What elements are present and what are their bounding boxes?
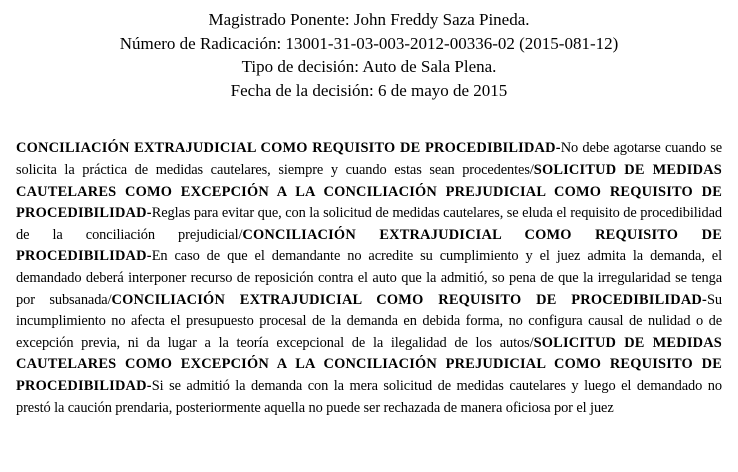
summary-heading-5: SOLICITUD DE MEDIDAS CAUTELARES COMO EXCEPCIÓN A LA CONCILIACIÓN PREJUDICIAL COMO REQUISITO DE PROCEDIBILIDAD- (16, 334, 723, 394)
tipo-decision-line: Tipo de decisión: Auto de Sala Plena. (241, 57, 497, 76)
radicacion-line: Número de Radicación: 13001-31-03-003-2012-00336-02 (2015-081-12) (119, 33, 619, 53)
summary-text-2: Reglas para evitar que, con la solicitud de medidas cautelares, se eluda el requisito de procedibilidad de la conciliación prejudicial/ (16, 205, 722, 243)
summary-heading-3: CONCILIACIÓN EXTRAJUDICIAL COMO REQUISITO DE PROCEDIBILIDAD- (16, 226, 722, 265)
summary-heading-4: CONCILIACIÓN EXTRAJUDICIAL COMO REQUISITO DE PROCEDIBILIDAD- (111, 291, 707, 308)
summary-text-1: No debe agotarse cuando se solicita la práctica de medidas cautelares, siempre y cuando estas sean procedentes/ (16, 140, 723, 178)
summary-heading-1: CONCILIACIÓN EXTRAJUDICIAL COMO REQUISITO DE PROCEDIBILIDAD- (16, 140, 561, 157)
magistrado-line: Magistrado Ponente: John Freddy Saza Pineda. (208, 10, 530, 29)
summary-text-4: Su incumplimiento no afecta el presupuesto procesal de la demanda en debida forma, no configura causal de nulidad o de excepción previa, ni da lugar a la teoría excepcional de la ilegalidad de los autos/ (16, 291, 722, 351)
fecha-decision-line: Fecha de la decisión: 6 de mayo de 2015 (230, 80, 508, 100)
summary-text-3: En caso de que el demandante no acredite su cumplimiento y el juez admita la demanda, el demandado deberá interponer recurso de reposición contra el auto que la admitió, so pena de que la irregularidad se tenga por subsanada/ (16, 248, 722, 308)
summary-text-5: Si se admitió la demanda con la mera solicitud de medidas cautelares y luego el demandado no prestó la caución prendaria, posteriormente aquella no puede ser rechazada de manera oficiosa por el juez (16, 377, 722, 416)
summary-paragraph (16, 138, 722, 419)
summary-heading-2: SOLICITUD DE MEDIDAS CAUTELARES COMO EXCEPCIÓN A LA CONCILIACIÓN PREJUDICIAL COMO REQUISITO DE PROCEDIBILIDAD- (16, 161, 722, 222)
decision-header (0, 8, 738, 102)
